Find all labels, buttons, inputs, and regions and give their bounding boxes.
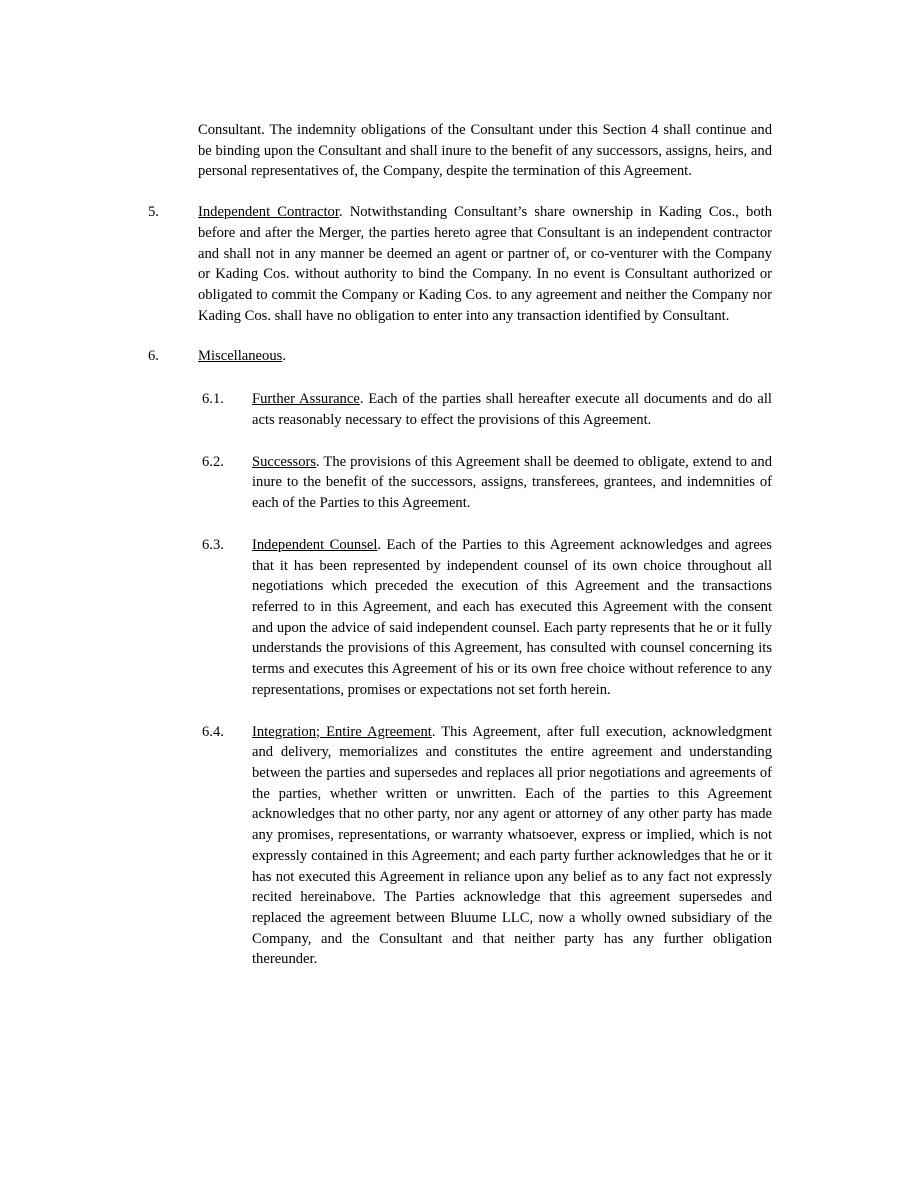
clause-6-number: 6.	[148, 348, 159, 365]
subclause-6-4-text: . This Agreement, after full execution, acknowledgment and delivery, memorializes and constitutes the entire agreement and understanding between the parties and supersedes and replaces all prior negotiations and agreements of the parties, whether written or unwritten. Each of the parties to this Agreement acknowledges that no other party, nor any agent or attorney of any other party has made any promises, representations, or warranty whatsoever, express or implied, which is not expressly contained in this Agreement; and each party further acknowledges that he or it has not executed this Agreement in reliance upon any belief as to any fact not expressly recited hereinabove. The Parties acknowledge that this agreement supersedes and replaced the agreement between Bluume LLC, now a wholly owned subsidiary of the Company, and the Consultant and that neither party has any further obligation thereunder.	[252, 723, 772, 968]
subclause-6-1	[140, 389, 772, 430]
clause-5	[140, 202, 772, 326]
subclause-6-1-text: . Each of the parties shall hereafter execute all documents and do all acts reasonably necessary to effect the provisions of this Agreement.	[252, 391, 772, 428]
clause-5-number: 5.	[148, 204, 159, 221]
clause-5-heading: Independent Contractor	[198, 204, 339, 221]
subclause-6-4	[140, 722, 772, 971]
document-body	[140, 120, 772, 970]
subclause-6-3	[140, 535, 772, 701]
subclause-6-3-number: 6.3.	[202, 536, 224, 553]
subclause-6-4-heading: Integration; Entire Agreement	[252, 723, 432, 740]
subclause-6-3-heading: Independent Counsel	[252, 536, 378, 553]
subclause-6-2	[140, 452, 772, 514]
subclause-6-3-text: . Each of the Parties to this Agreement acknowledges and agrees that it has been represented by independent counsel of its own choice throughout all negotiations which preceded the execution of this Agreement and the transactions referred to in this Agreement, and each has executed this Agreement with the consent and upon the advice of said independent counsel. Each party represents that he or it fully understands the provisions of this Agreement, has consulted with counsel concerning its terms and executes this Agreement of his or its own free choice without reference to any representations, promises or expectations not set forth herein.	[252, 536, 772, 698]
subclause-6-1-heading: Further Assurance	[252, 391, 360, 408]
clause-6-heading: Miscellaneous	[198, 348, 283, 365]
clause-6	[140, 346, 772, 367]
subclause-6-1-number: 6.1.	[202, 391, 224, 408]
clause-6-text: .	[282, 348, 286, 365]
subclause-6-2-text: . The provisions of this Agreement shall be deemed to obligate, extend to and inure to the benefit of the successors, assigns, transferees, grantees, and indemnities of each of the Parties to this Agreement.	[252, 453, 772, 512]
clause-5-text: . Notwithstanding Consultant’s share ownership in Kading Cos., both before and after the Merger, the parties hereto agree that Consultant is an independent contractor and shall not in any manner be deemed an agent or partner of, or co-venturer with the Company or Kading Cos. without authority to bind the Company. In no event is Consultant authorized or obligated to commit the Company or Kading Cos. to any agreement and neither the Company nor Kading Cos. shall have no obligation to enter into any transaction identified by Consultant.	[198, 204, 772, 324]
subclause-6-2-number: 6.2.	[202, 453, 224, 470]
subclause-6-2-heading: Successors	[252, 453, 317, 470]
continuation-paragraph: Consultant. The indemnity obligations of the Consultant under this Section 4 shall continue and be binding upon the Consultant and shall inure to the benefit of any successors, assigns, heirs, and personal representatives of, the Company, despite the termination of this Agreement.	[198, 122, 772, 180]
subclause-6-4-number: 6.4.	[202, 723, 224, 740]
